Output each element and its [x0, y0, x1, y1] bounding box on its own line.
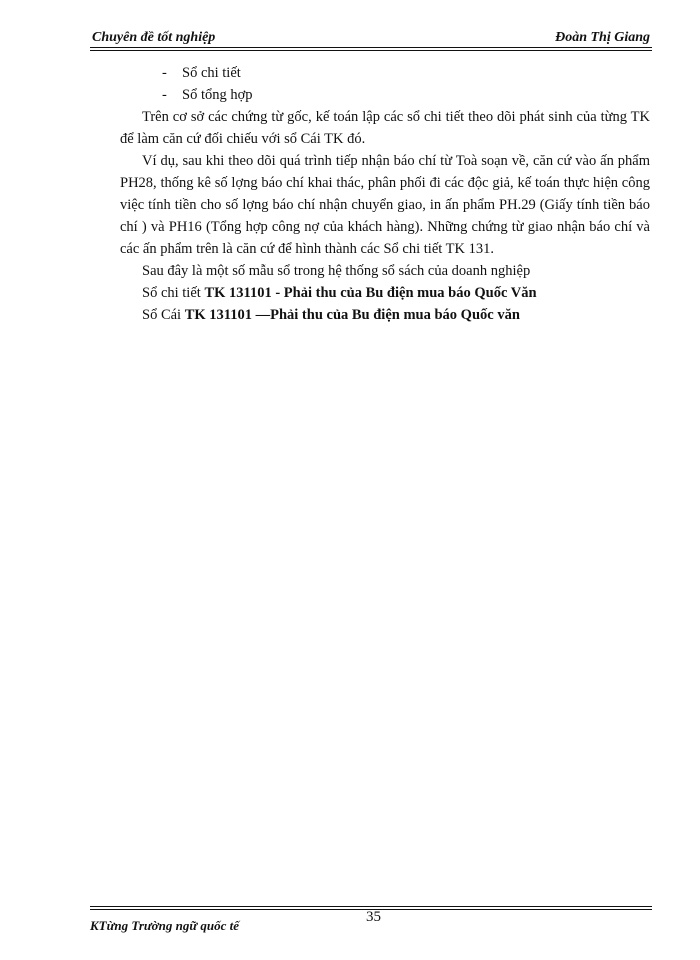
general-ledger-line [120, 304, 650, 326]
header-author: Đoàn Thị Giang [555, 30, 650, 45]
bullet-dash-icon: - [162, 65, 167, 81]
bullet-item [120, 84, 650, 106]
bullet-text: Sổ tổng hợp [182, 87, 253, 103]
detail-ledger-title: TK 131101 - Phải thu của Bu điện mua báo Quốc Văn [204, 285, 537, 301]
general-ledger-title: TK 131101 —Phải thu của Bu điện mua báo Quốc văn [184, 307, 520, 323]
header-left-title: Chuyên đề tốt nghiệp [92, 30, 216, 45]
bullet-dash-icon: - [162, 87, 167, 103]
bullet-item [120, 62, 650, 84]
header-rule [90, 47, 652, 48]
intro-line: Sau đây là một số mẫu sổ trong hệ thống sổ sách của doanh nghiệp [142, 263, 531, 279]
detail-ledger-prefix: Sổ chi tiết [142, 285, 205, 301]
paragraph-example: Ví dụ, sau khi theo dõi quá trình tiếp nhận báo chí từ Toà soạn về, căn cứ vào ấn phẩm PH28, thống kê số lợng báo chí khai thác, phân phối đi các độc giả, kế toán thực hiện công việc tính tiền cho số lợng báo chí nhận chuyển giao, in ấn phẩm PH.29 (Giấy tính tiền báo chí ) và PH16 (Tổng hợp công nợ của khách hàng). Những chứng từ giao nhận báo chí và các ấn phẩm trên là căn cứ để hình thành các Sổ chi tiết TK 131. [120, 153, 650, 257]
header-rule-thin [90, 50, 652, 51]
general-ledger-prefix: Sổ Cái [142, 307, 185, 323]
page-header [92, 30, 650, 46]
page-number: 35 [366, 909, 381, 925]
footer-rule [90, 906, 652, 907]
paragraph-ledger-basis: Trên cơ sở các chứng từ gốc, kế toán lập các sổ chi tiết theo dõi phát sinh của từng TK để làm căn cứ đối chiếu với sổ Cái TK đó. [120, 109, 650, 147]
detail-ledger-line [120, 282, 650, 304]
bullet-text: Sổ chi tiết [182, 65, 241, 81]
footer-school: KTừng Trường ngữ quốc tế [90, 918, 240, 933]
page-body [120, 62, 650, 326]
